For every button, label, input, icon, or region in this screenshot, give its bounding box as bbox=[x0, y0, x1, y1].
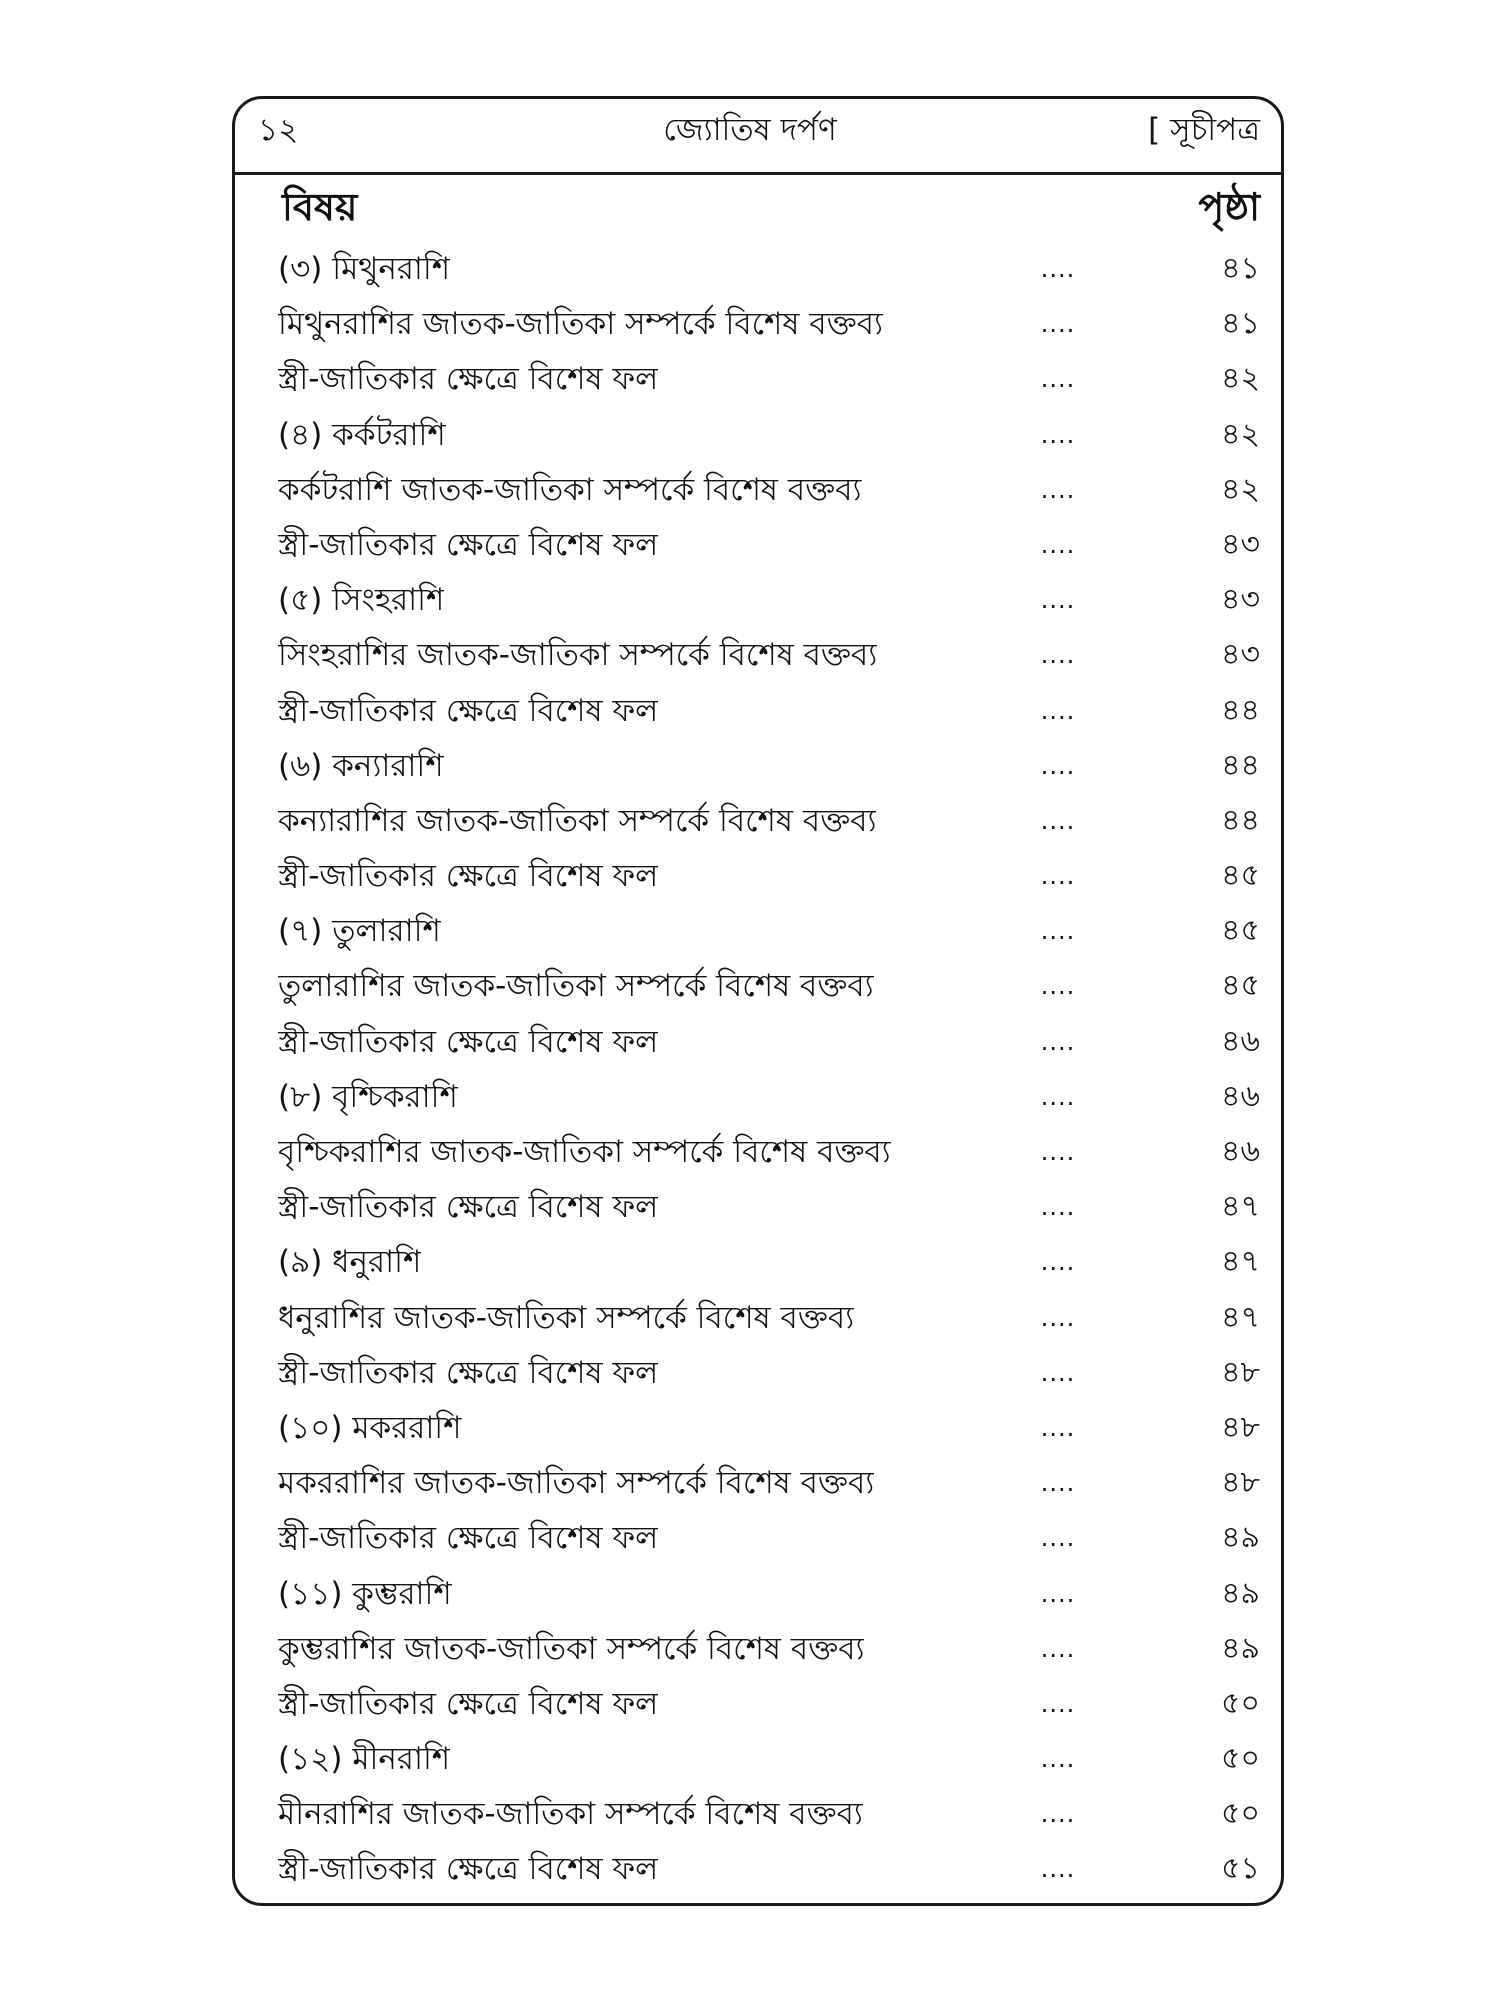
dot-leader: .... bbox=[1040, 972, 1076, 1001]
dot-leader: .... bbox=[1040, 696, 1076, 725]
entry-title: স্ত্রী-জাতিকার ক্ষেত্রে বিশেষ ফল bbox=[278, 1685, 659, 1722]
entry-title: কর্কটরাশি জাতক-জাতিকা সম্পর্কে বিশেষ বক্তব্য bbox=[278, 471, 862, 508]
contents-entry bbox=[278, 298, 1260, 353]
entry-title: স্ত্রী-জাতিকার ক্ষেত্রে বিশেষ ফল bbox=[278, 361, 659, 398]
header-divider bbox=[232, 172, 1284, 175]
entry-page-number: ৪৩ bbox=[1221, 526, 1260, 562]
contents-entry bbox=[278, 519, 1260, 574]
entry-title: কুম্ভরাশির জাতক-জাতিকা সম্পর্কে বিশেষ বক্তব্য bbox=[278, 1630, 865, 1667]
entry-title: (১১) কুম্ভরাশি bbox=[278, 1575, 452, 1612]
contents-entry bbox=[278, 1788, 1260, 1843]
entry-title: কন্যারাশির জাতক-জাতিকা সম্পর্কে বিশেষ বক্তব্য bbox=[278, 802, 877, 839]
entry-title: (৯) ধনুরাশি bbox=[278, 1244, 422, 1281]
entry-title: বৃশ্চিকরাশির জাতক-জাতিকা সম্পর্কে বিশেষ বক্তব্য bbox=[278, 1134, 891, 1170]
dot-leader: .... bbox=[1040, 1082, 1076, 1111]
page-column-heading: পৃষ্ঠা bbox=[1198, 185, 1260, 229]
dot-leader: .... bbox=[1040, 1469, 1076, 1498]
contents-entry bbox=[278, 1236, 1260, 1291]
dot-leader: .... bbox=[1040, 1524, 1076, 1553]
dot-leader: .... bbox=[1040, 641, 1076, 670]
dot-leader: .... bbox=[1040, 1689, 1076, 1718]
entry-title: ধনুরাশির জাতক-জাতিকা সম্পর্কে বিশেষ বক্তব্য bbox=[278, 1299, 855, 1336]
entry-title: স্ত্রী-জাতিকার ক্ষেত্রে বিশেষ ফল bbox=[278, 858, 659, 895]
entry-title: স্ত্রী-জাতিকার ক্ষেত্রে বিশেষ ফল bbox=[278, 1189, 659, 1226]
dot-leader: .... bbox=[1040, 530, 1076, 559]
dot-leader: .... bbox=[1040, 1579, 1076, 1608]
entry-page-number: ৪২ bbox=[1221, 416, 1260, 452]
contents-entry bbox=[278, 1071, 1260, 1126]
contents-entry bbox=[278, 1678, 1260, 1733]
entry-page-number: ৫০ bbox=[1221, 1741, 1260, 1777]
contents-entry bbox=[278, 409, 1260, 464]
contents-entry bbox=[278, 1512, 1260, 1567]
entry-title: মীনরাশির জাতক-জাতিকা সম্পর্কে বিশেষ বক্তব্য bbox=[278, 1796, 863, 1833]
dot-leader: .... bbox=[1040, 586, 1076, 615]
dot-leader: .... bbox=[1040, 310, 1076, 339]
contents-entry bbox=[278, 960, 1260, 1015]
entry-title: (৬) কন্যারাশি bbox=[278, 747, 444, 784]
entry-title: (১২) মীনরাশি bbox=[278, 1741, 451, 1778]
subject-column-heading: বিষয় bbox=[282, 185, 358, 229]
entry-title: (১০) মকররাশি bbox=[278, 1409, 462, 1446]
entry-page-number: ৪৪ bbox=[1221, 747, 1260, 783]
entry-page-number: ৫১ bbox=[1221, 1851, 1260, 1887]
entry-page-number: ৪৩ bbox=[1221, 582, 1260, 618]
entry-page-number: ৪২ bbox=[1221, 361, 1260, 397]
contents-entry bbox=[278, 464, 1260, 519]
contents-entry bbox=[278, 353, 1260, 408]
contents-entry bbox=[278, 795, 1260, 850]
contents-entry bbox=[278, 1623, 1260, 1678]
entry-page-number: ৪৮ bbox=[1221, 1465, 1260, 1501]
entry-page-number: ৪৯ bbox=[1221, 1575, 1260, 1611]
dot-leader: .... bbox=[1040, 365, 1076, 394]
entry-page-number: ৪১ bbox=[1221, 251, 1260, 286]
entry-title: স্ত্রী-জাতিকার ক্ষেত্রে বিশেষ ফল bbox=[278, 1851, 659, 1888]
dot-leader: .... bbox=[1040, 1303, 1076, 1332]
entry-title: স্ত্রী-জাতিকার ক্ষেত্রে বিশেষ ফল bbox=[278, 526, 659, 563]
entry-page-number: ৪৮ bbox=[1221, 1409, 1260, 1445]
dot-leader: .... bbox=[1040, 475, 1076, 504]
contents-entry bbox=[278, 685, 1260, 740]
contents-entry bbox=[278, 243, 1260, 298]
contents-entry bbox=[278, 740, 1260, 795]
entry-page-number: ৪৬ bbox=[1221, 1078, 1260, 1114]
dot-leader: .... bbox=[1040, 1413, 1076, 1442]
entry-page-number: ৪৫ bbox=[1221, 968, 1260, 1004]
entry-title: স্ত্রী-জাতিকার ক্ষেত্রে বিশেষ ফল bbox=[278, 692, 659, 729]
contents-entry bbox=[278, 1292, 1260, 1347]
entry-title: স্ত্রী-জাতিকার ক্ষেত্রে বিশেষ ফল bbox=[278, 1354, 659, 1391]
entry-title: (৩) মিথুনরাশি bbox=[278, 251, 451, 287]
contents-entry bbox=[278, 1402, 1260, 1457]
contents-entry bbox=[278, 574, 1260, 629]
dot-leader: .... bbox=[1040, 751, 1076, 780]
entry-title: তুলারাশির জাতক-জাতিকা সম্পর্কে বিশেষ বক্তব্য bbox=[278, 968, 874, 1005]
contents-entry bbox=[278, 1016, 1260, 1071]
dot-leader: .... bbox=[1040, 1800, 1076, 1829]
dot-leader: .... bbox=[1040, 255, 1076, 283]
entry-page-number: ৪৮ bbox=[1221, 1354, 1260, 1390]
entry-page-number: ৪২ bbox=[1221, 471, 1260, 507]
contents-list bbox=[278, 243, 1260, 1899]
contents-entry bbox=[278, 1457, 1260, 1512]
contents-entry bbox=[278, 1126, 1260, 1181]
dot-leader: .... bbox=[1040, 1027, 1076, 1056]
entry-page-number: ৪৬ bbox=[1221, 1023, 1260, 1059]
entry-page-number: ৪৫ bbox=[1221, 913, 1260, 949]
entry-title: স্ত্রী-জাতিকার ক্ষেত্রে বিশেষ ফল bbox=[278, 1023, 659, 1060]
entry-title: (৮) বৃশ্চিকরাশি bbox=[278, 1078, 458, 1115]
contents-entry bbox=[278, 1733, 1260, 1788]
entry-page-number: ৪৭ bbox=[1221, 1244, 1260, 1280]
dot-leader: .... bbox=[1040, 1855, 1076, 1884]
dot-leader: .... bbox=[1040, 1193, 1076, 1222]
entry-page-number: ৪৯ bbox=[1221, 1520, 1260, 1556]
contents-entry bbox=[278, 1843, 1260, 1898]
entry-title: (৭) তুলারাশি bbox=[278, 913, 441, 950]
entry-page-number: ৪৫ bbox=[1221, 858, 1260, 894]
contents-entry bbox=[278, 1347, 1260, 1402]
entry-page-number: ৪৭ bbox=[1221, 1299, 1260, 1335]
entry-page-number: ৫০ bbox=[1221, 1685, 1260, 1721]
page-number: ১২ bbox=[258, 112, 299, 148]
entry-title: মকররাশির জাতক-জাতিকা সম্পর্কে বিশেষ বক্তব্য bbox=[278, 1465, 875, 1502]
entry-page-number: ৪৭ bbox=[1221, 1189, 1260, 1225]
dot-leader: .... bbox=[1040, 862, 1076, 891]
dot-leader: .... bbox=[1040, 1248, 1076, 1277]
entry-title: মিথুনরাশির জাতক-জাতিকা সম্পর্কে বিশেষ বক্তব্য bbox=[278, 306, 883, 343]
book-title: জ্যোতিষ দর্পণ bbox=[663, 112, 837, 148]
entry-page-number: ৪৪ bbox=[1221, 802, 1260, 838]
dot-leader: .... bbox=[1040, 420, 1076, 449]
entry-title: (৫) সিংহরাশি bbox=[278, 582, 445, 619]
entry-page-number: ৪৪ bbox=[1221, 692, 1260, 728]
contents-entry bbox=[278, 629, 1260, 684]
dot-leader: .... bbox=[1040, 1634, 1076, 1663]
dot-leader: .... bbox=[1040, 1745, 1076, 1774]
dot-leader: .... bbox=[1040, 917, 1076, 946]
entry-page-number: ৫০ bbox=[1221, 1796, 1260, 1832]
entry-title: স্ত্রী-জাতিকার ক্ষেত্রে বিশেষ ফল bbox=[278, 1520, 659, 1557]
entry-page-number: ৪৯ bbox=[1221, 1630, 1260, 1666]
contents-entry bbox=[278, 905, 1260, 960]
entry-page-number: ৪১ bbox=[1221, 306, 1260, 342]
entry-page-number: ৪৩ bbox=[1221, 637, 1260, 673]
entry-title: সিংহরাশির জাতক-জাতিকা সম্পর্কে বিশেষ বক্তব্য bbox=[278, 637, 878, 674]
entry-page-number: ৪৬ bbox=[1221, 1134, 1260, 1169]
section-title: [ সূচীপত্র bbox=[1148, 112, 1260, 148]
contents-entry bbox=[278, 1181, 1260, 1236]
contents-entry bbox=[278, 1568, 1260, 1623]
contents-entry bbox=[278, 850, 1260, 905]
dot-leader: .... bbox=[1040, 1138, 1076, 1166]
entry-title: (৪) কর্কটরাশি bbox=[278, 416, 446, 453]
dot-leader: .... bbox=[1040, 806, 1076, 835]
dot-leader: .... bbox=[1040, 1358, 1076, 1387]
